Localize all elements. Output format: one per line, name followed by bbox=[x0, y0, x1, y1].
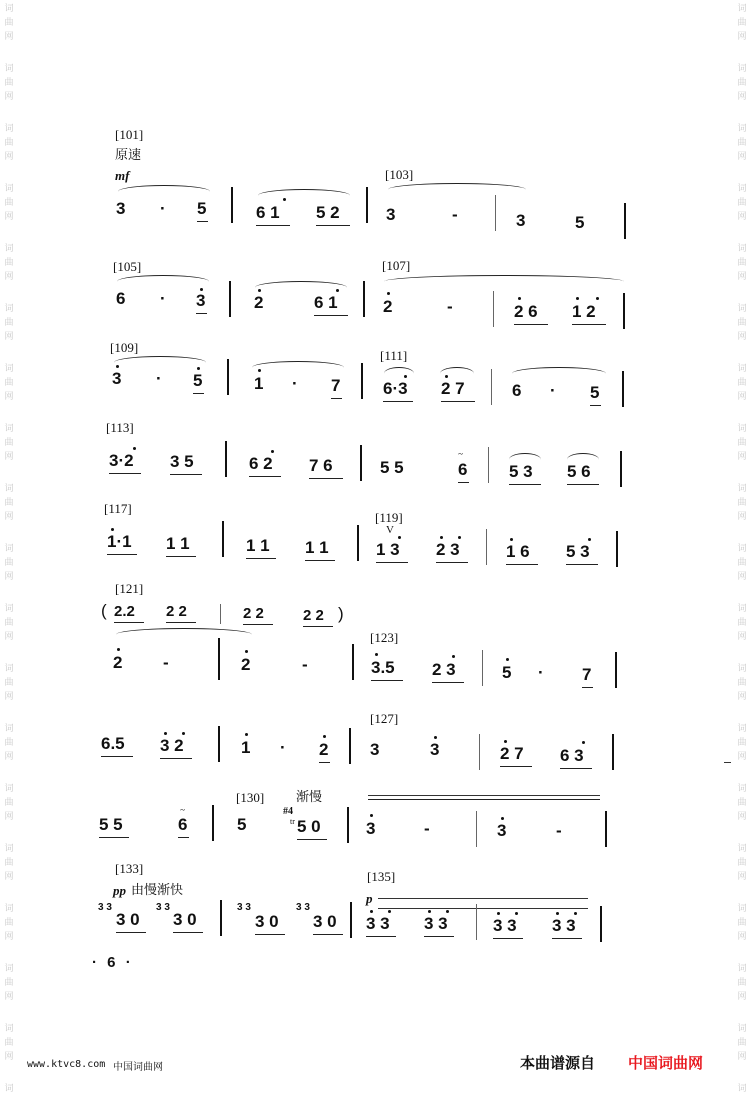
watermark-char: 网 bbox=[4, 332, 14, 342]
watermark-char: 词 bbox=[737, 784, 747, 794]
note: 2 2 bbox=[166, 603, 187, 620]
watermark-char: 网 bbox=[4, 92, 14, 102]
watermark-char: 网 bbox=[4, 1052, 14, 1062]
note: 2 2 bbox=[243, 605, 264, 622]
note: 5 3 bbox=[509, 462, 533, 481]
note: 3 bbox=[196, 291, 206, 310]
measure-number-109: [109] bbox=[110, 340, 139, 355]
note: 6 1 bbox=[314, 293, 338, 312]
note: 3 3 bbox=[424, 914, 448, 933]
page-dot-right: · bbox=[125, 954, 131, 971]
watermark-char: 词 bbox=[4, 844, 14, 854]
watermark-char: 网 bbox=[4, 572, 14, 582]
mordent-mark: ~ bbox=[458, 449, 463, 459]
note: 5 5 bbox=[380, 458, 404, 477]
note: 5 2 bbox=[316, 203, 340, 222]
watermark-char: 网 bbox=[4, 812, 14, 822]
watermark-char: 词 bbox=[4, 544, 14, 554]
watermark-char: 网 bbox=[737, 272, 747, 282]
dash: - bbox=[556, 821, 562, 840]
watermark-char: 曲 bbox=[737, 558, 747, 568]
watermark-char: 词 bbox=[737, 964, 747, 974]
note: 1 6 bbox=[506, 542, 530, 561]
watermark-char: 词 bbox=[737, 724, 747, 734]
watermark-char: 网 bbox=[737, 1052, 747, 1062]
note: 3 0 bbox=[255, 912, 279, 931]
note: 2 6 bbox=[514, 302, 538, 321]
tempo-marking: 原速 bbox=[115, 148, 142, 163]
watermark-column-right bbox=[735, 0, 749, 1101]
watermark-char: 词 bbox=[737, 244, 747, 254]
note: 3 3 bbox=[552, 916, 576, 935]
watermark-char: 曲 bbox=[737, 438, 747, 448]
watermark-char: 曲 bbox=[737, 978, 747, 988]
dash: - bbox=[447, 297, 453, 316]
note: 5 bbox=[502, 663, 512, 682]
watermark-char: 曲 bbox=[4, 258, 14, 268]
footer-site-small[interactable]: 中国词曲网 bbox=[113, 1062, 163, 1073]
watermark-char: 网 bbox=[737, 992, 747, 1002]
note: 3 0 bbox=[173, 910, 197, 929]
note: 3 bbox=[386, 205, 396, 224]
note: 2 bbox=[383, 297, 393, 316]
note: 1 3 bbox=[376, 540, 400, 559]
note: 2 7 bbox=[500, 744, 524, 763]
watermark-char: 词 bbox=[4, 184, 14, 194]
watermark-char: 曲 bbox=[737, 198, 747, 208]
grace-notes: 3 3 bbox=[98, 902, 112, 913]
watermark-char: 词 bbox=[737, 604, 747, 614]
note: 6 bbox=[116, 289, 126, 308]
note: 2 3 bbox=[432, 660, 456, 679]
watermark-char: 网 bbox=[4, 392, 14, 402]
dash: - bbox=[452, 205, 458, 224]
watermark-char: 网 bbox=[4, 992, 14, 1002]
watermark-char: 曲 bbox=[4, 918, 14, 928]
watermark-char: 曲 bbox=[4, 438, 14, 448]
watermark-char: 曲 bbox=[4, 318, 14, 328]
note: 7 6 bbox=[309, 456, 333, 475]
note: 2 bbox=[113, 653, 123, 672]
note: 3·2 bbox=[109, 451, 134, 470]
watermark-char: 词 bbox=[737, 844, 747, 854]
watermark-char: 曲 bbox=[737, 738, 747, 748]
watermark-char: 曲 bbox=[737, 918, 747, 928]
watermark-char: 网 bbox=[737, 632, 747, 642]
watermark-char: 曲 bbox=[737, 1038, 747, 1048]
note: 3 bbox=[370, 740, 380, 759]
dash: - bbox=[424, 819, 430, 838]
watermark-char: 网 bbox=[4, 152, 14, 162]
watermark-char: 网 bbox=[737, 152, 747, 162]
watermark-char: 网 bbox=[4, 752, 14, 762]
note: 3 2 bbox=[160, 736, 184, 755]
note: 3 3 bbox=[366, 914, 390, 933]
measure-number-121: [121] bbox=[115, 581, 144, 596]
watermark-char: 曲 bbox=[737, 78, 747, 88]
watermark-char: 曲 bbox=[737, 858, 747, 868]
note: 2 bbox=[241, 655, 251, 674]
note: 3 0 bbox=[116, 910, 140, 929]
watermark-char: 词 bbox=[4, 784, 14, 794]
watermark-char: 曲 bbox=[737, 258, 747, 268]
dynamic-p: p bbox=[366, 891, 373, 906]
note: 6 bbox=[178, 815, 188, 834]
watermark-char: 曲 bbox=[4, 498, 14, 508]
dash: - bbox=[302, 655, 308, 674]
grace-sharp-4: #4 bbox=[283, 806, 293, 817]
note: 3 3 bbox=[493, 916, 517, 935]
measure-number-103: [103] bbox=[385, 167, 414, 182]
watermark-char: 网 bbox=[737, 212, 747, 222]
watermark-char: 网 bbox=[737, 452, 747, 462]
watermark-char: 曲 bbox=[4, 618, 14, 628]
watermark-char: 词 bbox=[4, 124, 14, 134]
measure-number-123: [123] bbox=[370, 630, 399, 645]
watermark-char: 网 bbox=[737, 692, 747, 702]
watermark-char: 网 bbox=[4, 692, 14, 702]
watermark-char: 词 bbox=[4, 1084, 14, 1094]
measure-number-135: [135] bbox=[367, 869, 396, 884]
watermark-char: 曲 bbox=[737, 798, 747, 808]
watermark-char: 曲 bbox=[4, 138, 14, 148]
note: 5 bbox=[193, 371, 203, 390]
watermark-char: 曲 bbox=[4, 678, 14, 688]
watermark-char: 网 bbox=[4, 272, 14, 282]
note-dot: · bbox=[292, 374, 298, 393]
watermark-char: 词 bbox=[4, 64, 14, 74]
note-dot: · bbox=[280, 738, 286, 757]
measure-number-111: [111] bbox=[380, 348, 408, 363]
watermark-char: 词 bbox=[4, 484, 14, 494]
note: 2 3 bbox=[436, 540, 460, 559]
watermark-char: 曲 bbox=[4, 798, 14, 808]
measure-number-107: [107] bbox=[382, 258, 411, 273]
watermark-char: 曲 bbox=[4, 558, 14, 568]
note: 5 bbox=[590, 383, 600, 402]
watermark-char: 网 bbox=[4, 512, 14, 522]
measure-number-127: [127] bbox=[370, 711, 399, 726]
measure-number-105: [105] bbox=[113, 259, 142, 274]
watermark-char: 曲 bbox=[737, 618, 747, 628]
watermark-char: 词 bbox=[737, 64, 747, 74]
note: 3 bbox=[366, 819, 376, 838]
page-number-block bbox=[92, 954, 131, 971]
watermark-char: 网 bbox=[737, 392, 747, 402]
watermark-char: 曲 bbox=[737, 138, 747, 148]
paren-close: ) bbox=[338, 604, 344, 623]
measure-number-119: [119] bbox=[375, 510, 403, 525]
watermark-char: 网 bbox=[737, 932, 747, 942]
note: 2.2 bbox=[114, 603, 135, 620]
watermark-char: 词 bbox=[737, 304, 747, 314]
accelerando-label: 由慢渐快 bbox=[131, 883, 184, 898]
watermark-char: 词 bbox=[4, 424, 14, 434]
watermark-char: 曲 bbox=[4, 1038, 14, 1048]
note: 3 0 bbox=[313, 912, 337, 931]
watermark-char: 词 bbox=[737, 484, 747, 494]
note: 2 bbox=[319, 740, 329, 759]
watermark-char: 词 bbox=[4, 1024, 14, 1034]
note: 3 bbox=[112, 369, 122, 388]
note: 5 3 bbox=[566, 542, 590, 561]
watermark-char: 网 bbox=[737, 92, 747, 102]
ritardando-label: 渐慢 bbox=[296, 790, 323, 805]
note: 5 6 bbox=[567, 462, 591, 481]
note: 3.5 bbox=[371, 658, 395, 677]
note: 1 bbox=[254, 374, 264, 393]
note: 1 1 bbox=[305, 538, 329, 557]
watermark-char: 词 bbox=[737, 364, 747, 374]
note: 6 3 bbox=[560, 746, 584, 765]
footer-url[interactable]: www.ktvc8.com bbox=[27, 1059, 106, 1070]
measure-number-130: [130] bbox=[236, 790, 265, 805]
note: 5 bbox=[575, 213, 585, 232]
note: 6.5 bbox=[101, 734, 125, 753]
watermark-char: 曲 bbox=[737, 18, 747, 28]
note: 2 bbox=[254, 293, 264, 312]
watermark-char: 网 bbox=[4, 932, 14, 942]
watermark-char: 网 bbox=[4, 32, 14, 42]
watermark-char: 曲 bbox=[737, 498, 747, 508]
page-number: 6 bbox=[107, 954, 116, 971]
note: 3 bbox=[430, 740, 440, 759]
dash: - bbox=[163, 653, 169, 672]
watermark-char: 曲 bbox=[4, 978, 14, 988]
watermark-char: 曲 bbox=[4, 858, 14, 868]
watermark-char: 网 bbox=[4, 632, 14, 642]
note: 5 5 bbox=[99, 815, 123, 834]
note: 5 0 bbox=[297, 817, 321, 836]
note: 1 2 bbox=[572, 302, 596, 321]
note: 1 bbox=[241, 738, 251, 757]
grace-notes: 3 3 bbox=[156, 902, 170, 913]
note: 2 2 bbox=[303, 607, 324, 624]
note: 7 bbox=[582, 665, 592, 684]
note: 2 7 bbox=[441, 379, 465, 398]
watermark-char: 曲 bbox=[4, 18, 14, 28]
note: 6 bbox=[512, 381, 522, 400]
note-dot: · bbox=[160, 289, 166, 308]
watermark-char: 词 bbox=[4, 4, 14, 14]
watermark-char: 词 bbox=[4, 364, 14, 374]
note-dot: · bbox=[550, 381, 556, 400]
note: 3 bbox=[116, 199, 126, 218]
grace-notes: 3 3 bbox=[237, 902, 251, 913]
trill-mark: tr bbox=[290, 817, 295, 826]
note: 5 bbox=[237, 815, 247, 834]
watermark-char: 词 bbox=[737, 1084, 747, 1094]
watermark-char: 曲 bbox=[4, 378, 14, 388]
watermark-char: 词 bbox=[737, 124, 747, 134]
note: 3 bbox=[497, 821, 507, 840]
watermark-char: 网 bbox=[737, 812, 747, 822]
note: 6 bbox=[458, 460, 468, 479]
watermark-char: 网 bbox=[4, 212, 14, 222]
footer-site-name[interactable]: 中国词曲网 bbox=[628, 1054, 704, 1072]
watermark-char: 词 bbox=[4, 604, 14, 614]
watermark-column-left bbox=[2, 0, 16, 1101]
measure-number-117: [117] bbox=[104, 501, 132, 516]
note: 1 1 bbox=[246, 536, 270, 555]
note: 6 1 bbox=[256, 203, 280, 222]
note: 6 2 bbox=[249, 454, 273, 473]
note: 1 1 bbox=[166, 534, 190, 553]
measure-number-113: [113] bbox=[106, 420, 134, 435]
watermark-char: 词 bbox=[737, 424, 747, 434]
watermark-char: 网 bbox=[737, 872, 747, 882]
watermark-char: 网 bbox=[737, 332, 747, 342]
note-dot: · bbox=[156, 369, 162, 388]
measure-number-101: [101] bbox=[115, 127, 144, 142]
page-dot-left: · bbox=[92, 954, 97, 971]
watermark-char: 曲 bbox=[737, 318, 747, 328]
watermark-char: 词 bbox=[4, 664, 14, 674]
watermark-char: 词 bbox=[737, 544, 747, 554]
watermark-char: 曲 bbox=[4, 738, 14, 748]
watermark-char: 词 bbox=[4, 304, 14, 314]
watermark-char: 词 bbox=[4, 244, 14, 254]
dynamic-pp: pp bbox=[113, 883, 126, 898]
note: 7 bbox=[331, 376, 341, 395]
watermark-char: 词 bbox=[737, 904, 747, 914]
watermark-char: 网 bbox=[737, 512, 747, 522]
note: 3 5 bbox=[170, 452, 194, 471]
watermark-char: 曲 bbox=[737, 378, 747, 388]
breath-mark: V bbox=[386, 524, 394, 536]
watermark-char: 词 bbox=[737, 664, 747, 674]
footer-source-label: 本曲谱源自 bbox=[520, 1054, 596, 1072]
note-dot: · bbox=[538, 663, 544, 682]
watermark-char: 词 bbox=[4, 724, 14, 734]
watermark-char: 网 bbox=[4, 872, 14, 882]
watermark-char: 词 bbox=[737, 4, 747, 14]
dynamic-mf: mf bbox=[115, 168, 130, 183]
watermark-char: 网 bbox=[737, 752, 747, 762]
grace-notes: 3 3 bbox=[296, 902, 310, 913]
watermark-char: 曲 bbox=[4, 78, 14, 88]
watermark-char: 网 bbox=[737, 32, 747, 42]
note: 3 bbox=[516, 211, 526, 230]
watermark-char: 网 bbox=[737, 572, 747, 582]
note: 5 bbox=[197, 199, 207, 218]
paren-open: ( bbox=[101, 601, 107, 620]
note: 6·3 bbox=[383, 379, 408, 398]
watermark-char: 网 bbox=[4, 452, 14, 462]
measure-number-133: [133] bbox=[115, 861, 144, 876]
watermark-char: 曲 bbox=[737, 678, 747, 688]
watermark-char: 词 bbox=[4, 964, 14, 974]
watermark-char: 词 bbox=[4, 904, 14, 914]
watermark-char: 词 bbox=[737, 1024, 747, 1034]
watermark-char: 词 bbox=[737, 184, 747, 194]
mordent-mark: ~ bbox=[180, 805, 185, 815]
note: 1·1 bbox=[107, 532, 132, 551]
watermark-char: 曲 bbox=[4, 198, 14, 208]
note-dot: · bbox=[160, 199, 166, 218]
